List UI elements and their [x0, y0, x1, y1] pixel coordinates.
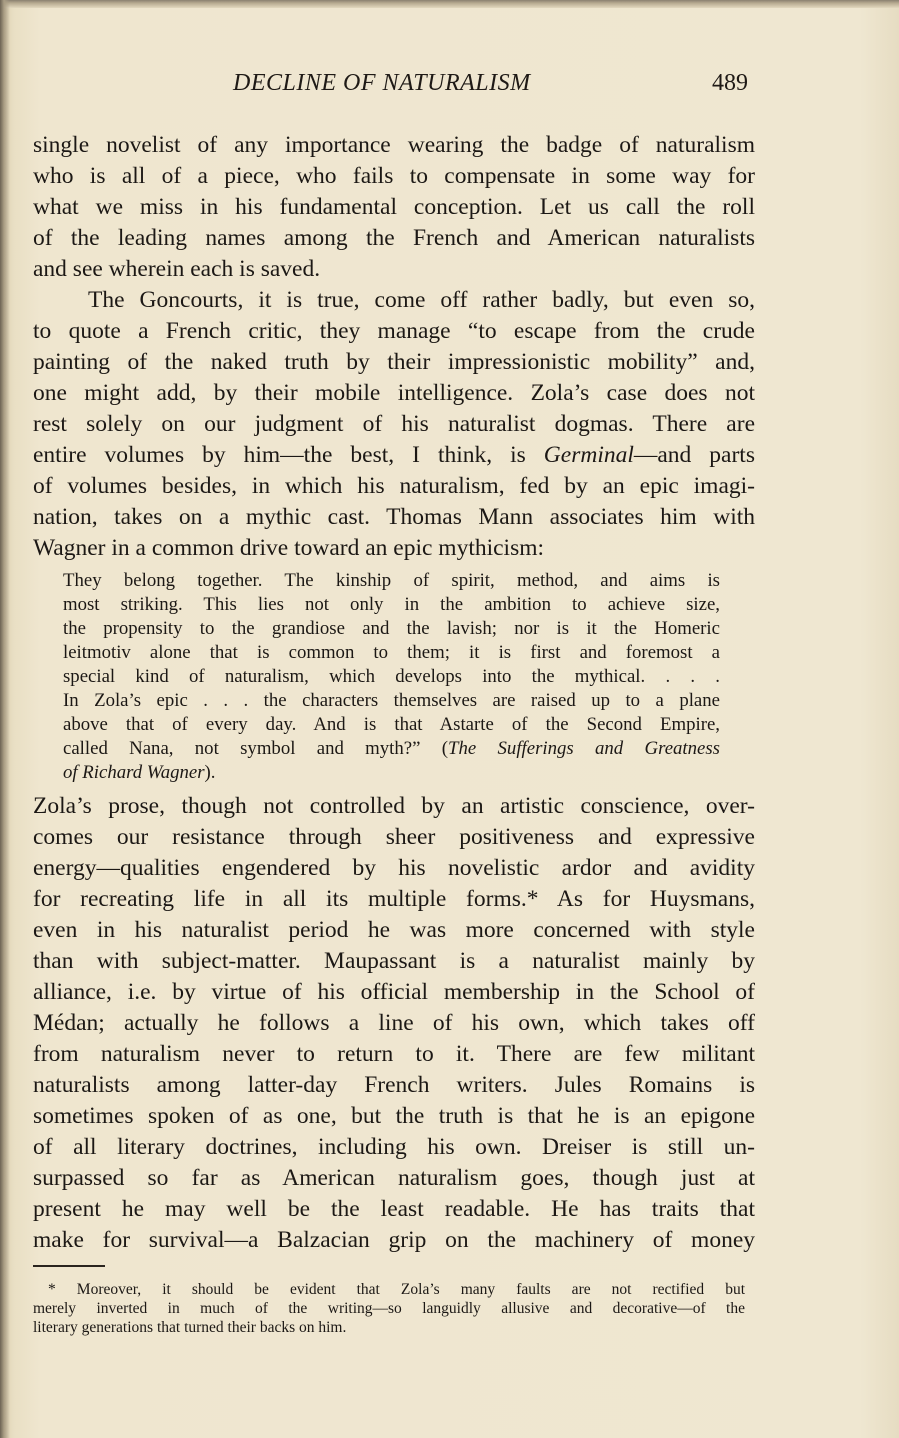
- body-line: what we miss in his fundamental conception. Let us call the roll: [33, 194, 755, 220]
- body-line: nation, takes on a mythic cast. Thomas Mann associates him with: [33, 504, 755, 530]
- body-line: one might add, by their mobile intelligence. Zola’s case does not: [33, 380, 755, 406]
- quote-line: leitmotiv alone that is common to them; it is first and foremost a: [63, 642, 720, 663]
- page-gutter-shadow: [0, 0, 10, 1438]
- quote-line: special kind of naturalism, which develops into the mythical. . . .: [63, 666, 720, 687]
- citation-title-italic: of Richard Wagner: [63, 762, 205, 783]
- body-line: Zola’s prose, though not controlled by an artistic conscience, over-: [33, 793, 755, 819]
- body-line: alliance, i.e. by virtue of his official membership in the School of: [33, 979, 755, 1005]
- body-line: single novelist of any importance wearing the badge of naturalism: [33, 132, 755, 158]
- quote-line: [63, 761, 720, 785]
- footnote-line: literary generations that turned their backs on him.: [33, 1319, 347, 1336]
- footnote-rule: [33, 1265, 105, 1267]
- body-line: energy—qualities engendered by his novelistic ardor and avidity: [33, 855, 755, 881]
- body-line: sometimes spoken of as one, but the truth is that he is an epigone: [33, 1103, 755, 1129]
- quote-line: They belong together. The kinship of spirit, method, and aims is: [63, 570, 720, 591]
- quote-text: ).: [204, 762, 216, 783]
- quote-line: [63, 737, 720, 761]
- body-line: who is all of a piece, who fails to compensate in some way for: [33, 163, 755, 189]
- quote-line: In Zola’s epic . . . the characters themselves are raised up to a plane: [63, 690, 720, 711]
- body-line: Médan; actually he follows a line of his own, which takes off: [33, 1010, 755, 1036]
- body-line: than with subject-matter. Maupassant is a naturalist mainly by: [33, 948, 755, 974]
- citation-title-italic: The Sufferings and Greatness: [448, 738, 720, 759]
- body-text: —and parts: [633, 442, 755, 468]
- quote-line: the propensity to the grandiose and the lavish; nor is it the Homeric: [63, 618, 720, 639]
- body-line: Wagner in a common drive toward an epic mythicism:: [33, 535, 545, 561]
- body-line: of volumes besides, in which his naturalism, fed by an epic imagi-: [33, 473, 755, 499]
- body-line: and see wherein each is saved.: [33, 256, 321, 282]
- body-line: present he may well be the least readable. He has traits that: [33, 1196, 755, 1222]
- quote-line: above that of every day. And is that Astarte of the Second Empire,: [63, 714, 720, 735]
- body-line: of the leading names among the French and American naturalists: [33, 225, 755, 251]
- body-text: entire volumes by him—the best, I think, is: [33, 442, 544, 468]
- book-title-italic: Germinal: [543, 442, 634, 468]
- quote-line: most striking. This lies not only in the ambition to achieve size,: [63, 594, 720, 615]
- page-top-edge: [0, 0, 899, 8]
- footnote-line: merely inverted in much of the writing—so languidly allusive and decorative—of the: [33, 1300, 745, 1317]
- page-number: 489: [712, 70, 748, 96]
- body-line: from naturalism never to return to it. There are few militant: [33, 1041, 755, 1067]
- body-line: The Goncourts, it is true, come off rather badly, but even so,: [88, 287, 755, 313]
- quote-text: called Nana, not symbol and myth?” (: [63, 738, 449, 759]
- footnote-line: * Moreover, it should be evident that Zola’s many faults are not rectified but: [48, 1281, 745, 1298]
- body-line: rest solely on our judgment of his naturalist dogmas. There are: [33, 411, 755, 437]
- body-line: of all literary doctrines, including his own. Dreiser is still un-: [33, 1134, 755, 1160]
- body-line: [33, 440, 755, 470]
- body-line: comes our resistance through sheer positiveness and expressive: [33, 824, 755, 850]
- running-head: DECLINE OF NATURALISM: [233, 70, 531, 96]
- body-line: for recreating life in all its multiple forms.* As for Huysmans,: [33, 886, 755, 912]
- body-line: naturalists among latter-day French writers. Jules Romains is: [33, 1072, 755, 1098]
- body-line: even in his naturalist period he was more concerned with style: [33, 917, 755, 943]
- body-line: surpassed so far as American naturalism goes, though just at: [33, 1165, 755, 1191]
- body-line: make for survival—a Balzacian grip on the machinery of money: [33, 1227, 755, 1253]
- body-line: to quote a French critic, they manage “to escape from the crude: [33, 318, 755, 344]
- body-line: painting of the naked truth by their impressionistic mobility” and,: [33, 349, 755, 375]
